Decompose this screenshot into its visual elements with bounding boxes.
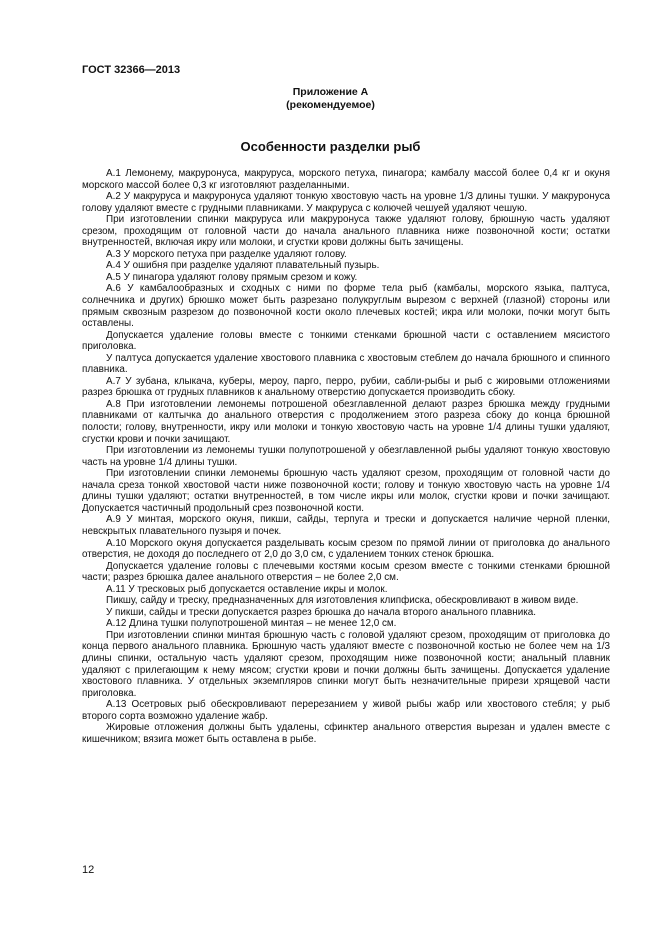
paragraph: У палтуса допускается удаление хвостового плавника с хвостовым стеблем до начала брюшного и спинного плавника. [82,352,610,376]
paragraph: А.6 У камбалообразных и сходных с ними по форме тела рыб (камбалы, морского языка, палтуса, солнечника и других) брюшко может быть разрезано полукруглым вырезом с верхней (глазной) стороны или прямым сквозным разрезом до позвоночной кости около плечевых костей; икра или молоки, почки могут быть оставлены. [82,283,610,330]
paragraph: А.7 У зубана, клыкача, куберы, мероу, парго, перро, рубии, сабли-рыбы и рыб с жировыми отложениями разрез брюшка от грудных плавников к анальному отверстию допускается производить сбоку. [82,375,610,399]
annex-status: (рекомендуемое) [286,99,375,111]
body-text [82,168,610,745]
page-number: 12 [82,864,95,876]
paragraph: А.5 У пинагора удаляют голову прямым срезом и кожу. [106,271,358,283]
paragraph: А.2 У макруруса и макруронуса удаляют тонкую хвостовую часть на уровне 1/3 длины тушки. У макруронуса голову удаляют вместе с грудными плавниками. У макруруса с колючей чешуей удаляют чешую. [82,191,610,214]
section-title: Особенности разделки рыб [240,139,421,154]
paragraph: А.1 Лемонему, макруронуса, макруруса, морского петуха, пинагора; камбалу массой более 0,4 кг и окуня морского массой более 0,3 кг изготовляют разделанными. [82,168,610,191]
standard-designation: ГОСТ 32366—2013 [82,64,181,76]
paragraph: При изготовлении из лемонемы тушки полупотрошеной у обезглавленной рыбы удаляют тонкую хвостовую часть на уровне 1/4 длины тушки. [82,445,610,468]
paragraph: При изготовлении спинки минтая брюшную часть с головой удаляют срезом, проходящим от приголовка до конца первого анального плавника. Брюшную часть удаляют вместе с позвоночной костью не более чем на 1/3 длины спинки, остальную часть удаляют срезом, проходящим ниже позвоночной кости; анальный плавник удаляют с прилегающим к нему мясом; сгустки крови и почки должны быть зачищены. Допускается удаление хвостового плавника. У отдельных экземпляров спинки могут быть незначительные прирези хрящевой части приголовка. [82,629,610,699]
annex-title: Приложение А [292,86,369,98]
paragraph: А.11 У тресковых рыб допускается оставление икры и молок. [106,583,388,595]
paragraph: Жировые отложения должны быть удалены, сфинктер анального отверстия вырезан и удален вместе с кишечником; вязига может быть оставлена в рыбе. [82,722,610,745]
paragraph: При изготовлении спинки лемонемы брюшную часть удаляют срезом, проходящим от головной части до начала среза тонкой хвостовой части ниже позвоночной кости; голову и тонкую хвостовую часть на уровне 1/4 длины тушки удаляют; остатки внутренностей, в том числе икры или молок, сгустки крови и почки зачищают. Допускается частичный продольный срез позвоночной кости. [82,468,610,514]
paragraph: А.10 Морского окуня допускается разделывать косым срезом по прямой линии от приголовка до анального отверстия, не доходя до последнего от 2,0 до 3,0 см, с удалением тонких стенок брюшка. [82,537,610,561]
paragraph: А.9 У минтая, морского окуня, пикши, сайды, терпуга и трески и допускается наличие черной пленки, невскрытых плавательного пузыря и почек. [82,514,610,537]
paragraph: Допускается удаление головы с плечевыми костями косым срезом вместе с тонкими стенками брюшной части; разрез брюшка далее анального отверстия – не более 2,0 см. [82,560,610,584]
paragraph: При изготовлении спинки макруруса или макруронуса также удаляют голову, брюшную часть удаляют срезом, проходящим от головной части до начала анального плавника ниже позвоночной кости; остатки внутренностей, включая икру или молоки, и сгустки крови должны быть зачищены. [82,214,610,249]
paragraph: А.4 У ошибня при разделке удаляют плавательный пузырь. [106,260,380,272]
paragraph: Допускается удаление головы вместе с тонкими стенками брюшной части с оставлением мясистого приголовка. [82,329,610,353]
paragraph: Пикшу, сайду и треску, предназначенных для изготовления клипфиска, обескровливают в живом виде. [106,595,579,607]
paragraph: У пикши, сайды и трески допускается разрез брюшка до начала второго анального плавника. [106,606,537,618]
paragraph: А.13 Осетровых рыб обескровливают перерезанием у живой рыбы жабр или хвостового стебля; у рыб второго сорта возможно удаление жабр. [82,699,610,722]
annex-heading [0,86,661,112]
paragraph: А.12 Длина тушки полупотрошеной минтая – не менее 12,0 см. [106,618,397,630]
paragraph: А.8 При изготовлении лемонемы потрошеной обезглавленной делают разрез брюшка между грудными плавниками от калтычка до анального отверстия с продолжением этого разреза сбоку до конца брюшной полости; голову, внутренности, икру или молоки и тонкую хвостовую часть на уровне 1/4 длины тушки удаляют, сгустки крови и почки зачищают. [82,398,610,445]
paragraph: А.3 У морского петуха при разделке удаляют голову. [106,248,347,260]
